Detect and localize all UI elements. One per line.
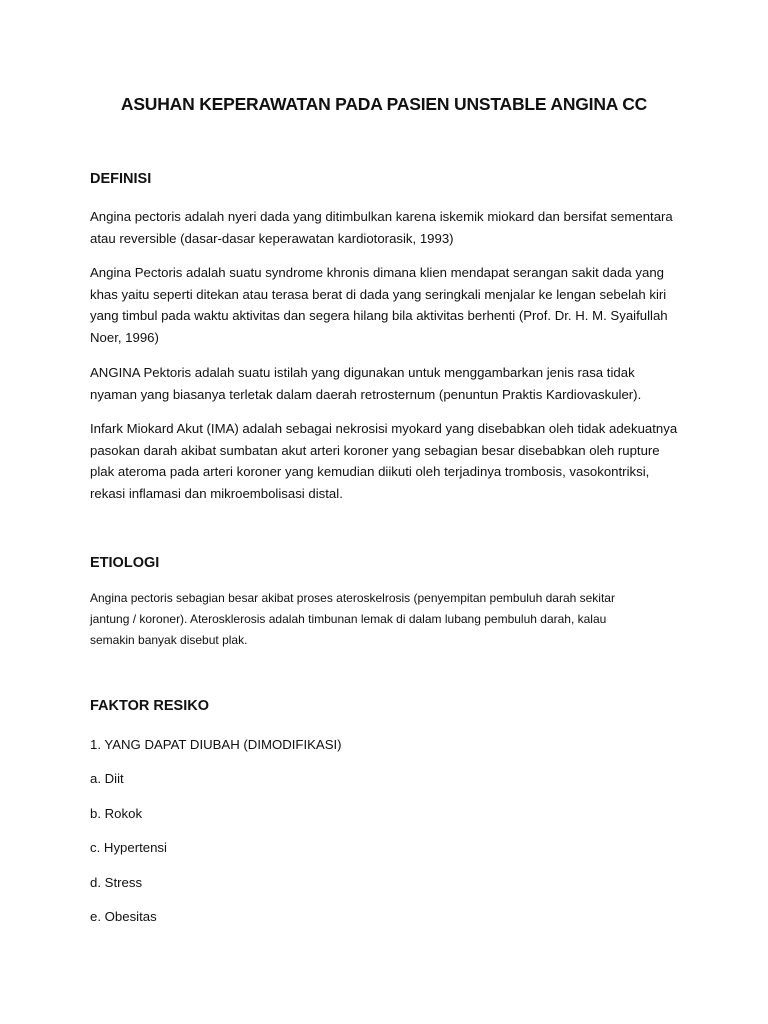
etiologi-heading: ETIOLOGI bbox=[90, 555, 160, 571]
definisi-paragraph-1: Angina pectoris adalah nyeri dada yang ditimbulkan karena iskemik miokard dan bersifat sementara atau reversible (dasar-dasar keperawatan kardiotorasik, 1993) bbox=[90, 209, 673, 246]
list-item: e. Obesitas bbox=[90, 909, 157, 924]
definisi-paragraph-4: Infark Miokard Akut (IMA) adalah sebagai nekrosisi myokard yang disebabkan oleh tidak adekuatnya pasokan darah akibat sumbatan akut arteri koroner yang sebagian besar disebabkan oleh rupture plak ateroma pada arteri koroner yang kemudian diikuti oleh terjadinya trombosis, vasokontriksi, rekasi inflamasi dan mikroembolisasi distal. bbox=[90, 421, 678, 502]
list-item: c. Hypertensi bbox=[90, 840, 167, 855]
list-item: a. Diit bbox=[90, 771, 124, 786]
etiologi-paragraph: Angina pectoris sebagian besar akibat proses ateroskelrosis (penyempitan pembuluh darah sekitar jantung / koroner). Aterosklerosis adalah timbunan lemak di dalam lubang pembuluh darah, kalau semakin banyak disebut plak. bbox=[90, 591, 615, 647]
list-item: b. Rokok bbox=[90, 806, 143, 821]
definisi-paragraph-3: ANGINA Pektoris adalah suatu istilah yang digunakan untuk menggambarkan jenis rasa tidak nyaman yang biasanya terletak dalam daerah retrosternum (penuntun Praktis Kardiovaskuler). bbox=[90, 365, 642, 402]
definisi-heading: DEFINISI bbox=[90, 171, 152, 187]
definisi-paragraph-2: Angina Pectoris adalah suatu syndrome khronis dimana klien mendapat serangan sakit dada yang khas yaitu seperti ditekan atau terasa berat di dada yang seringkali menjalar ke lengan sebelah kiri yang timbul pada waktu aktivitas dan segera hilang bila aktivitas berhenti (Prof. Dr. H. M. Syaifullah Noer, 1996) bbox=[90, 265, 668, 346]
faktor-resiko-subheading: 1. YANG DAPAT DIUBAH (DIMODIFIKASI) bbox=[90, 737, 342, 752]
list-item: d. Stress bbox=[90, 875, 143, 890]
document-title: ASUHAN KEPERAWATAN PADA PASIEN UNSTABLE ANGINA CC bbox=[120, 94, 648, 114]
faktor-resiko-heading: FAKTOR RESIKO bbox=[90, 698, 209, 714]
